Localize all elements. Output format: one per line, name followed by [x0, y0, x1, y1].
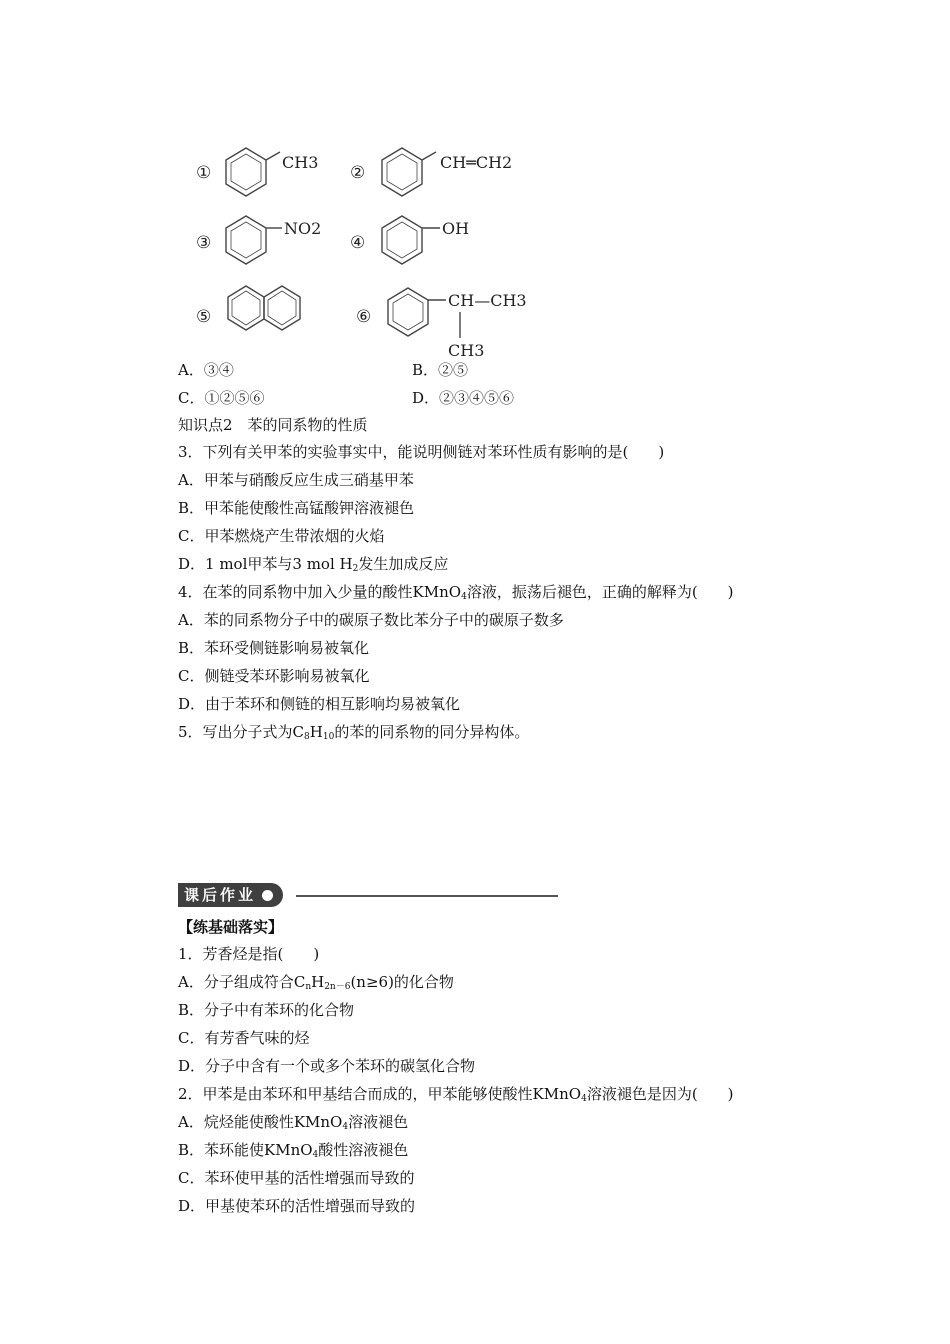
group-isopropyl: CH—CH3 [448, 291, 527, 310]
group-ch3: CH3 [282, 153, 319, 172]
q4-option-b: B．苯环受侧链影响易被氧化 [178, 639, 370, 657]
group-vinyl: CH═CH2 [440, 153, 513, 172]
p2-option-d: D．甲基使苯环的活性增强而导致的 [178, 1197, 416, 1215]
label-2: ② [350, 163, 366, 183]
p2-option-a: A．烷烃能使酸性KMnO$_4$溶液褪色 [178, 1113, 409, 1132]
label-4: ④ [350, 233, 366, 253]
q3-option-d: D．1 mol甲苯与3 mol $H_2$发生加成反应 [178, 555, 449, 574]
q3-option-b: B．甲苯能使酸性高锰酸钾溶液褪色 [178, 499, 415, 517]
bullet-dot-icon [262, 890, 273, 901]
q4-option-d: D．由于苯环和侧链的相互影响均易被氧化 [178, 695, 461, 713]
p1-option-b: B．分子中有苯环的化合物 [178, 1001, 355, 1019]
label-5: ⑤ [196, 307, 212, 327]
p2-stem: 2．甲苯是由苯环和甲基结合而成的，甲苯能够使酸性KMnO$_4$溶液褪色是因为( ) [178, 1085, 734, 1104]
homework-banner [178, 883, 558, 909]
benzene-ring-6 [388, 288, 428, 336]
benzene-ring-3 [226, 216, 266, 264]
p1-option-a: A．分子组成符合$C_nH_{2n-6}(n\ge 6)$的化合物 [178, 973, 454, 992]
q4-option-c: C．侧链受苯环影响易被氧化 [178, 667, 370, 685]
option-a: A．③④ [178, 361, 234, 379]
p1-option-d: D．分子中含有一个或多个苯环的碳氢化合物 [178, 1057, 476, 1075]
section-title: 知识点2 苯的同系物的性质 [178, 416, 368, 434]
p2-option-c: C．苯环使甲基的活性增强而导致的 [178, 1169, 415, 1187]
naphthalene-rings [228, 286, 300, 330]
option-b: B．②⑤ [412, 361, 469, 379]
p1-option-c: C．有芳香气味的烃 [178, 1029, 310, 1047]
q4-stem: 4．在苯的同系物中加入少量的酸性KMnO$_4$溶液，振荡后褪色，正确的解释为( ) [178, 583, 734, 602]
label-3: ③ [196, 233, 212, 253]
benzene-ring-4 [382, 216, 422, 264]
option-c: C．①②⑤⑥ [178, 389, 265, 407]
p1-stem: 1．芳香烃是指( ) [178, 945, 320, 963]
group-no2: NO2 [284, 219, 322, 238]
group-oh: OH [442, 219, 470, 238]
p2-option-b: B．苯环能使KMnO$_4$酸性溶液褪色 [178, 1141, 409, 1160]
label-1: ① [196, 163, 212, 183]
q3-stem: 3．下列有关甲苯的实验事实中，能说明侧链对苯环性质有影响的是( ) [178, 443, 665, 461]
structure-figure [178, 128, 578, 368]
q5-stem: 5．写出分子式为$C_8H_{10}$的苯的同系物的同分异构体。 [178, 723, 530, 742]
benzene-ring-2 [382, 148, 422, 196]
option-d: D．②③④⑤⑥ [412, 389, 515, 407]
practice-title: 【练基础落实】 [178, 918, 284, 936]
q4-option-a: A．苯的同系物分子中的碳原子数比苯分子中的碳原子数多 [178, 611, 564, 629]
label-6: ⑥ [356, 307, 372, 327]
homework-banner-label: 课后作业 [178, 883, 283, 907]
benzene-ring-1 [226, 148, 266, 196]
banner-divider [296, 895, 558, 897]
q3-option-a: A．甲苯与硝酸反应生成三硝基甲苯 [178, 471, 414, 489]
q3-option-c: C．甲苯燃烧产生带浓烟的火焰 [178, 527, 385, 545]
group-isopropyl-ch3: CH3 [448, 341, 485, 360]
